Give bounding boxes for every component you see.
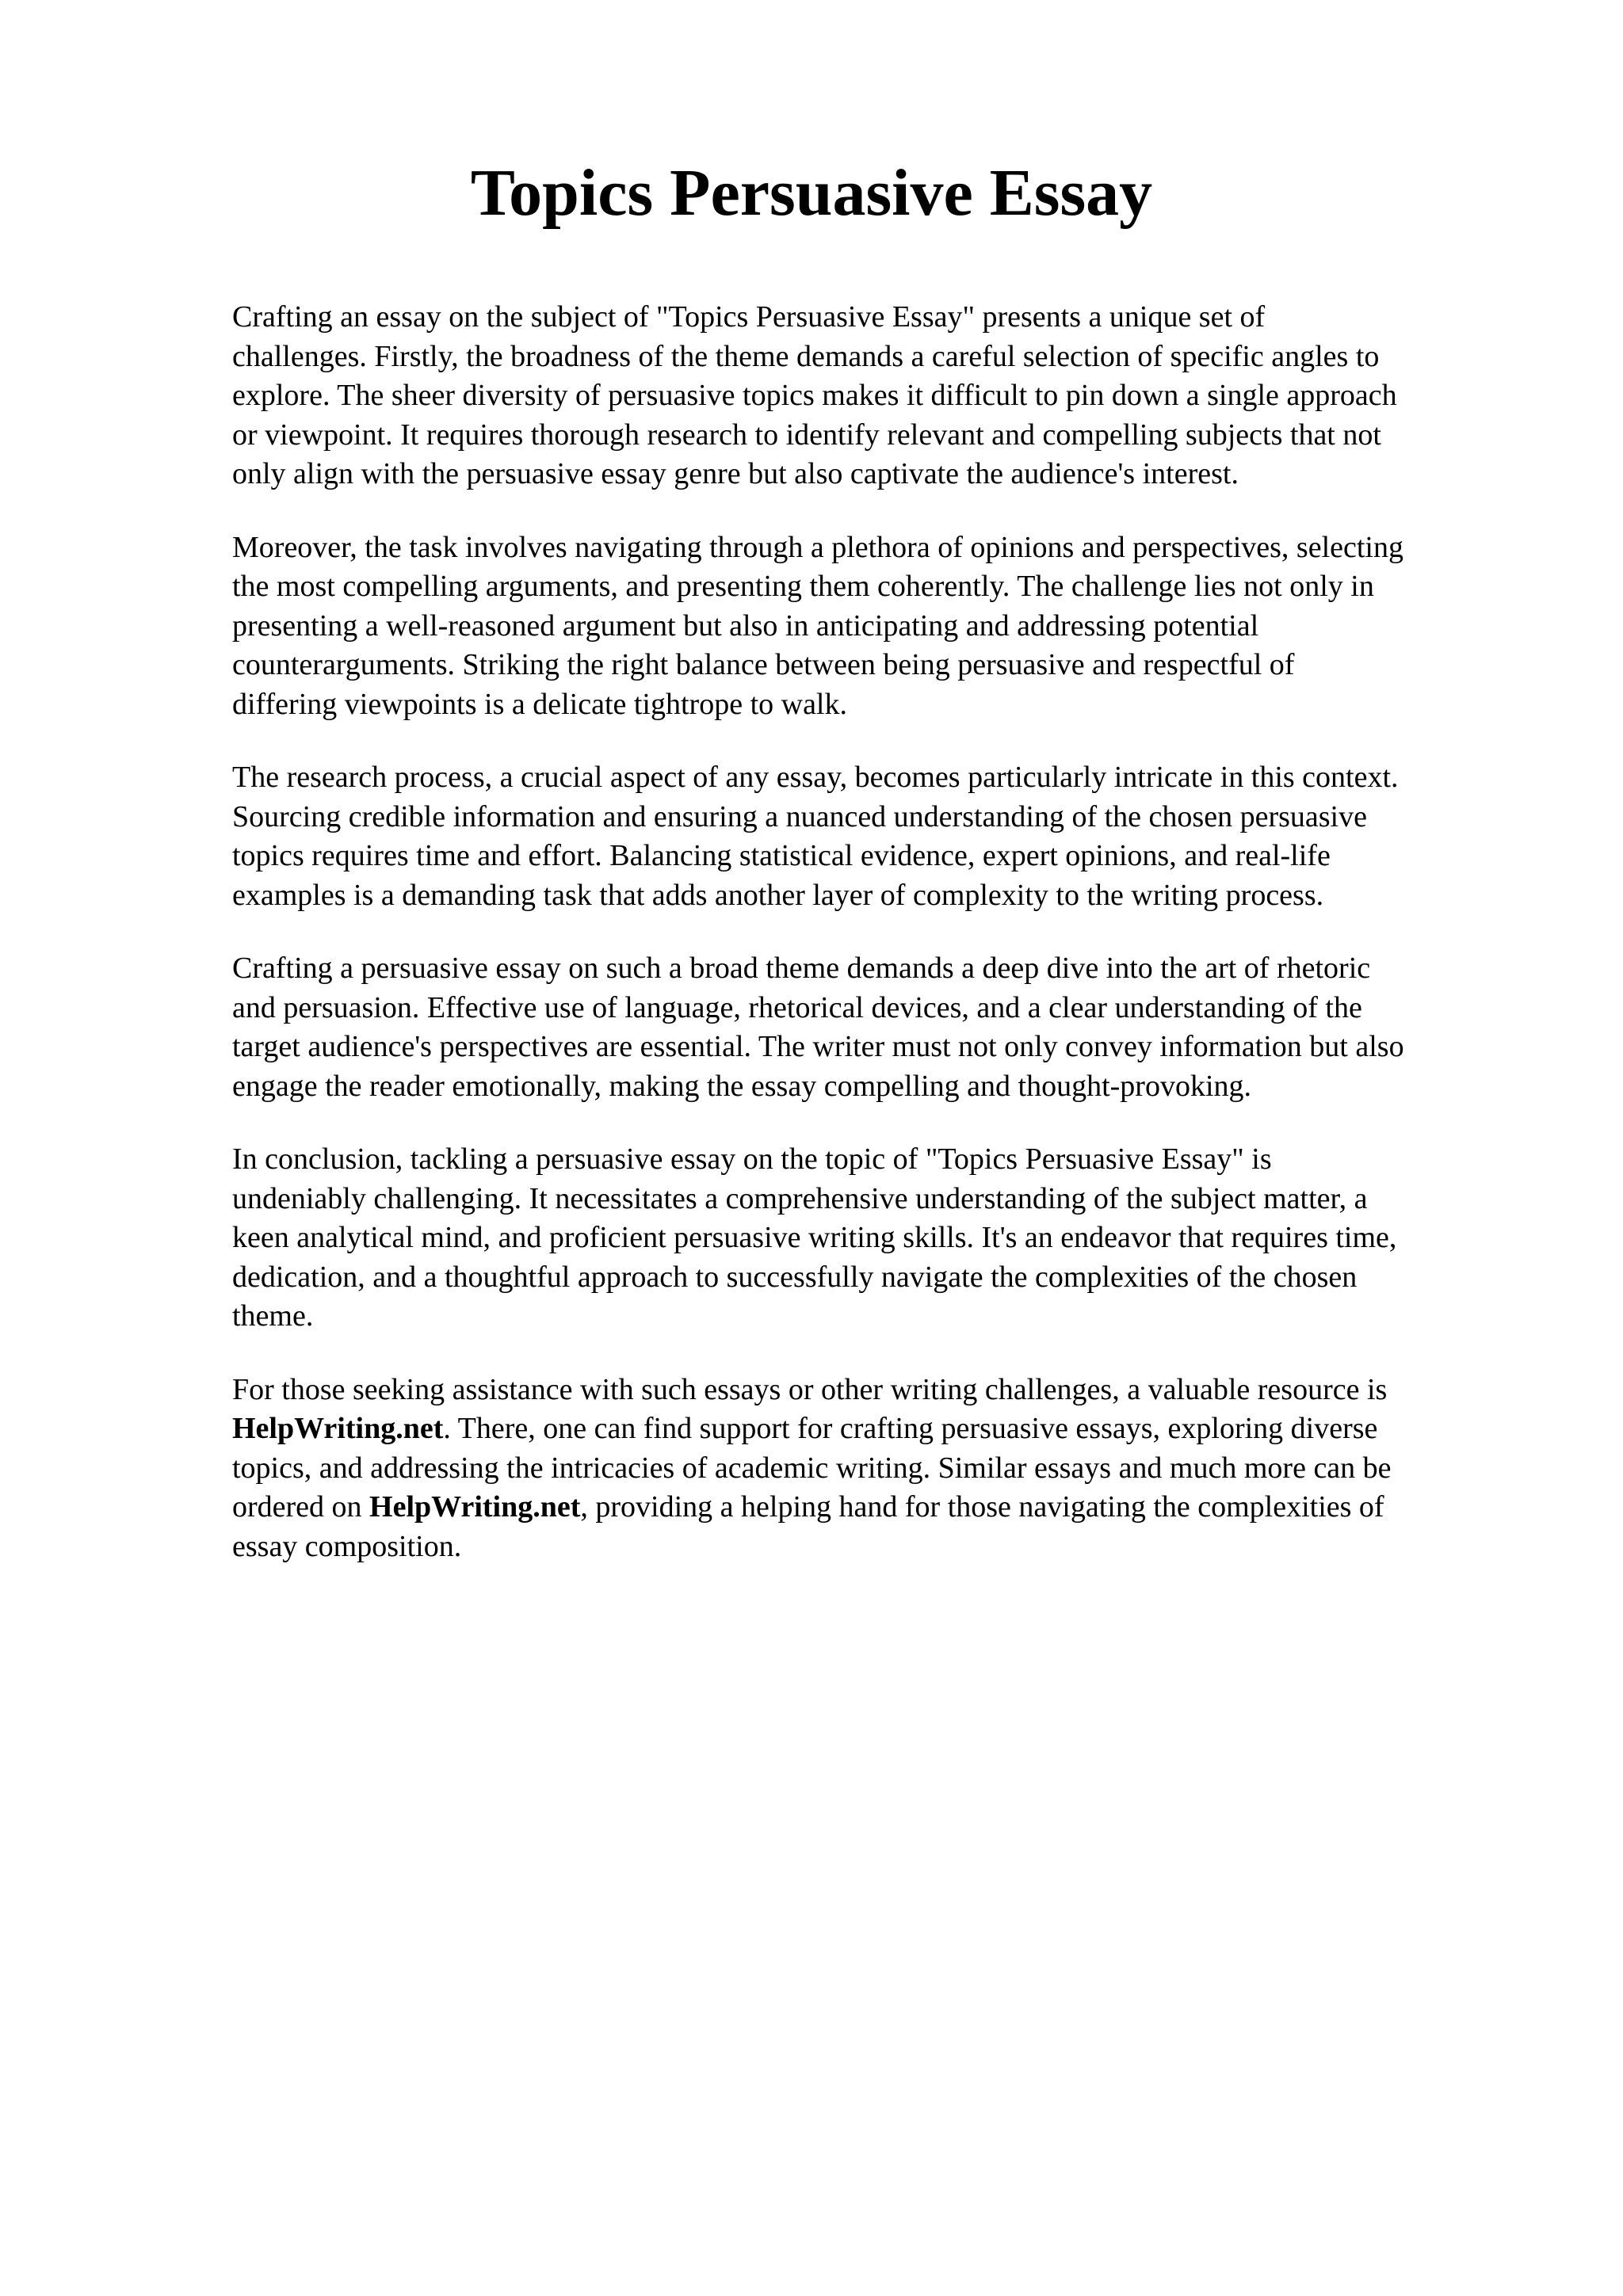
paragraph-1 [232, 298, 1532, 494]
text-segment: . There, one can find support for crafting persuasive essays, exploring diverse [443, 1412, 1378, 1445]
text-line: Moreover, the task involves navigating through a plethora of opinions and perspectives, selecting [232, 530, 1403, 564]
text-line: or viewpoint. It requires thorough research to identify relevant and compelling subjects that not [232, 418, 1381, 452]
text-line: and persuasion. Effective use of language, rhetorical devices, and a clear understanding of the [232, 990, 1362, 1024]
text-segment: , providing a helping hand for those navigating the complexities of [580, 1490, 1384, 1524]
document-title: Topics Persuasive Essay [470, 156, 1153, 230]
text-line: undeniably challenging. It necessitates a comprehensive understanding of the subject matter, a [232, 1181, 1368, 1215]
text-line: engage the reader emotionally, making the essay compelling and thought-provoking. [232, 1069, 1252, 1103]
text-line: The research process, a crucial aspect of any essay, becomes particularly intricate in this context. [232, 761, 1399, 794]
text-line: counterarguments. Striking the right balance between being persuasive and respectful of [232, 648, 1295, 681]
text-line: topics requires time and effort. Balancing statistical evidence, expert opinions, and real-life [232, 839, 1331, 872]
text-line [232, 1409, 1532, 1449]
text-line: For those seeking assistance with such essays or other writing challenges, a valuable resource is [232, 1372, 1388, 1406]
paragraph-5 [232, 1140, 1532, 1337]
text-line: Sourcing credible information and ensuring a nuanced understanding of the chosen persuasive [232, 799, 1367, 833]
paragraph-6 [232, 1371, 1532, 1567]
text-line: keen analytical mind, and proficient persuasive writing skills. It's an endeavor that requires time, [232, 1221, 1397, 1254]
helpwriting-link-1[interactable]: HelpWriting.net [232, 1412, 444, 1445]
text-line: the most compelling arguments, and presenting them coherently. The challenge lies not only in [232, 570, 1374, 603]
text-line: challenges. Firstly, the broadness of the theme demands a careful selection of specific angles to [232, 339, 1380, 373]
text-line: In conclusion, tackling a persuasive essay on the topic of "Topics Persuasive Essay" is [232, 1142, 1272, 1176]
text-line: topics, and addressing the intricacies of academic writing. Similar essays and much more can be [232, 1451, 1392, 1485]
text-line: theme. [232, 1299, 314, 1333]
paragraph-3 [232, 758, 1532, 915]
paragraph-2 [232, 528, 1532, 725]
text-line: only align with the persuasive essay genre but also captivate the audience's interest. [232, 457, 1239, 490]
text-line: Crafting an essay on the subject of "Topics Persuasive Essay" presents a unique set of [232, 300, 1266, 334]
text-line: explore. The sheer diversity of persuasive topics makes it difficult to pin down a single approach [232, 379, 1397, 412]
text-line: target audience's perspectives are essential. The writer must not only convey information but also [232, 1030, 1404, 1063]
text-line: differing viewpoints is a delicate tightrope to walk. [232, 687, 847, 721]
text-line: Crafting a persuasive essay on such a broad theme demands a deep dive into the art of rhetoric [232, 952, 1371, 985]
text-line: examples is a demanding task that adds another layer of complexity to the writing process. [232, 878, 1324, 912]
helpwriting-link-2[interactable]: HelpWriting.net [369, 1490, 581, 1524]
paragraph-4 [232, 949, 1532, 1106]
document-body [232, 298, 1532, 1600]
text-line: presenting a well-reasoned argument but also in anticipating and addressing potential [232, 608, 1259, 643]
text-line: essay composition. [232, 1529, 462, 1563]
text-line [232, 1488, 1532, 1527]
text-line: dedication, and a thoughtful approach to successfully navigate the complexities of the chosen [232, 1260, 1358, 1294]
text-segment: ordered on [232, 1490, 370, 1524]
